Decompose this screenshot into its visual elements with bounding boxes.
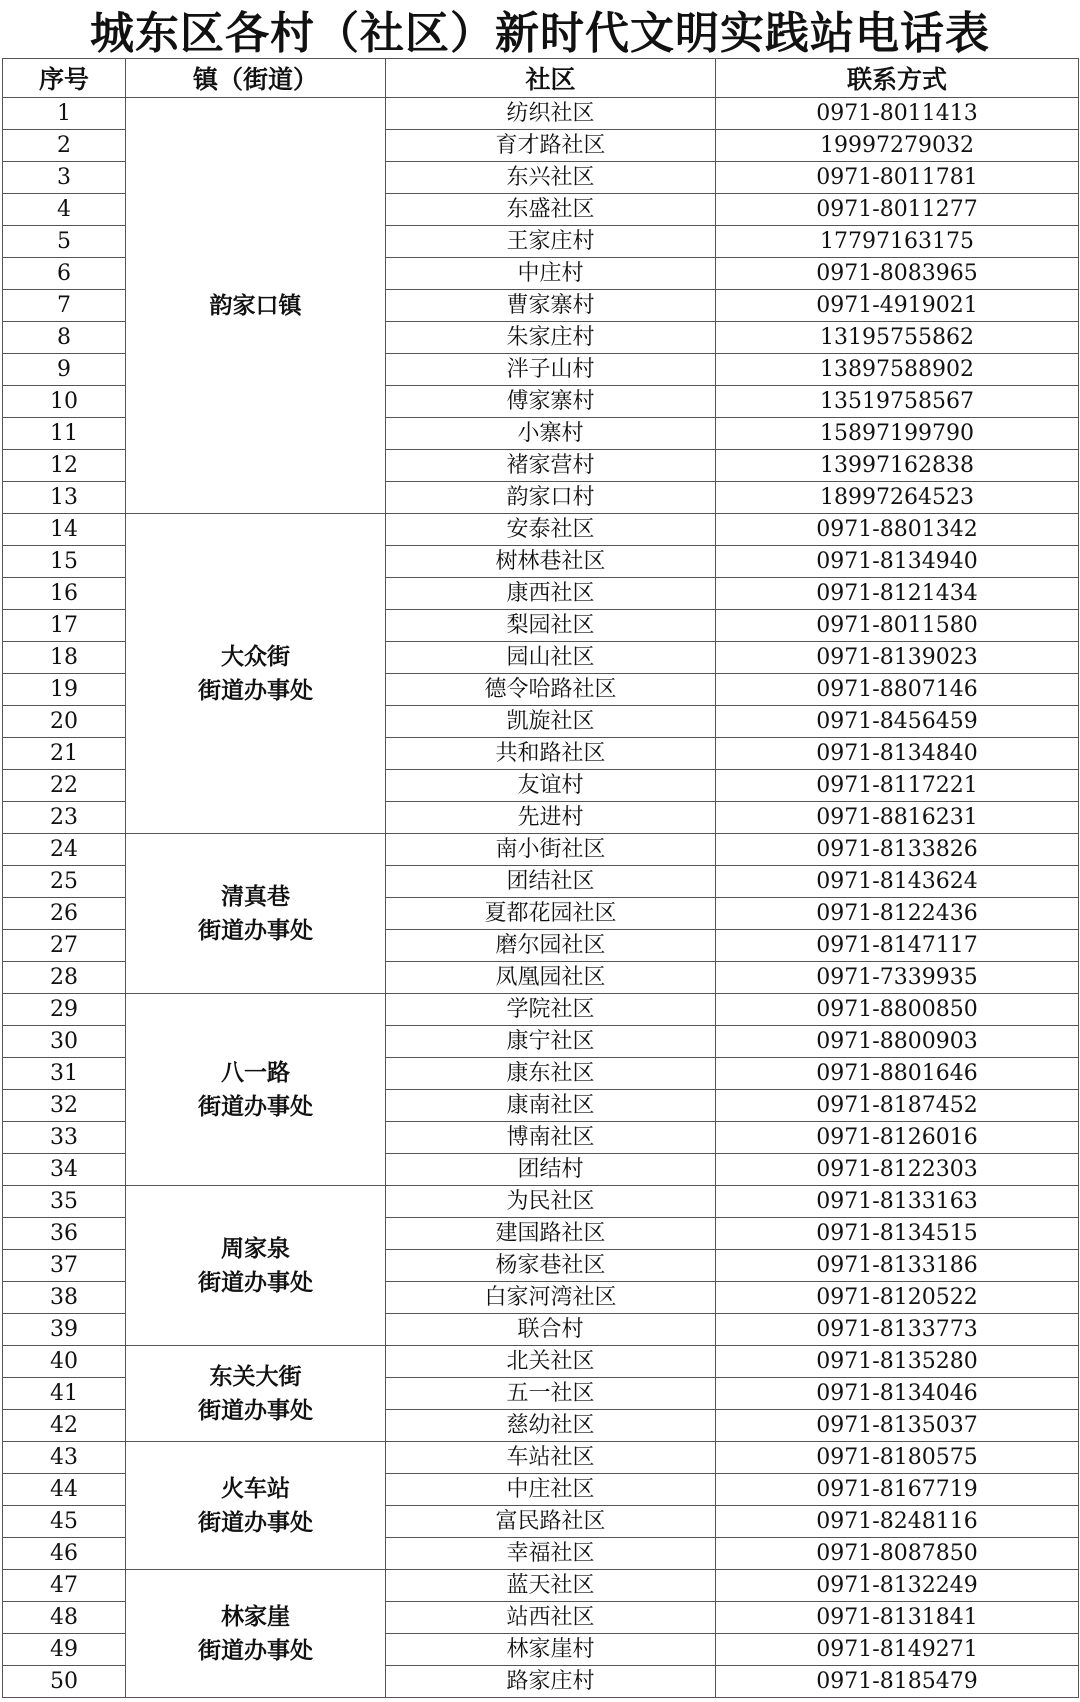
row-number: 22 [3, 770, 126, 802]
row-number: 48 [3, 1602, 126, 1634]
row-number: 18 [3, 642, 126, 674]
phone-number: 0971-8117221 [716, 770, 1079, 802]
phone-number: 0971-8801342 [716, 514, 1079, 546]
phone-number: 19997279032 [716, 130, 1079, 162]
phone-number: 0971-8011580 [716, 610, 1079, 642]
community-name: 联合村 [386, 1314, 716, 1346]
phone-number: 0971-8149271 [716, 1634, 1079, 1666]
row-number: 7 [3, 290, 126, 322]
table-row [3, 994, 1079, 1026]
community-name: 康宁社区 [386, 1026, 716, 1058]
phone-number: 0971-8120522 [716, 1282, 1079, 1314]
row-number: 14 [3, 514, 126, 546]
row-number: 11 [3, 418, 126, 450]
row-number: 26 [3, 898, 126, 930]
phone-number: 0971-8122303 [716, 1154, 1079, 1186]
phone-number: 0971-8134840 [716, 738, 1079, 770]
row-number: 16 [3, 578, 126, 610]
phone-number: 0971-8248116 [716, 1506, 1079, 1538]
row-number: 21 [3, 738, 126, 770]
community-name: 东盛社区 [386, 194, 716, 226]
community-name: 共和路社区 [386, 738, 716, 770]
phone-number: 0971-8139023 [716, 642, 1079, 674]
phone-number: 18997264523 [716, 482, 1079, 514]
community-name: 学院社区 [386, 994, 716, 1026]
table-row [3, 98, 1079, 130]
phone-number: 0971-8133163 [716, 1186, 1079, 1218]
phone-number: 0971-4919021 [716, 290, 1079, 322]
community-name: 车站社区 [386, 1442, 716, 1474]
community-name: 朱家庄村 [386, 322, 716, 354]
row-number: 13 [3, 482, 126, 514]
row-number: 17 [3, 610, 126, 642]
header-community: 社区 [386, 59, 716, 98]
community-name: 建国路社区 [386, 1218, 716, 1250]
phone-number: 0971-8126016 [716, 1122, 1079, 1154]
phone-number: 0971-8134046 [716, 1378, 1079, 1410]
row-number: 5 [3, 226, 126, 258]
community-name: 纺织社区 [386, 98, 716, 130]
community-name: 小寨村 [386, 418, 716, 450]
town-cell [126, 98, 386, 514]
phone-number: 0971-8143624 [716, 866, 1079, 898]
town-cell [126, 834, 386, 994]
phone-number: 0971-8087850 [716, 1538, 1079, 1570]
town-name-line: 街道办事处 [198, 1509, 313, 1536]
table-row [3, 1186, 1079, 1218]
table-row [3, 1346, 1079, 1378]
phone-number: 0971-8132249 [716, 1570, 1079, 1602]
row-number: 41 [3, 1378, 126, 1410]
row-number: 43 [3, 1442, 126, 1474]
community-name: 园山社区 [386, 642, 716, 674]
row-number: 35 [3, 1186, 126, 1218]
town-name-line: 韵家口镇 [209, 292, 302, 319]
community-name: 德令哈路社区 [386, 674, 716, 706]
row-number: 50 [3, 1666, 126, 1698]
community-name: 凤凰园社区 [386, 962, 716, 994]
row-number: 10 [3, 386, 126, 418]
row-number: 44 [3, 1474, 126, 1506]
town-name-line: 周家泉 [221, 1235, 290, 1262]
table-body [3, 98, 1079, 1698]
table-header [3, 59, 1079, 98]
town-cell [126, 514, 386, 834]
row-number: 29 [3, 994, 126, 1026]
row-number: 46 [3, 1538, 126, 1570]
town-name-line: 清真巷 [221, 883, 290, 910]
phone-number: 13897588902 [716, 354, 1079, 386]
row-number: 24 [3, 834, 126, 866]
community-name: 中庄社区 [386, 1474, 716, 1506]
row-number: 1 [3, 98, 126, 130]
community-name: 凯旋社区 [386, 706, 716, 738]
table-row [3, 1570, 1079, 1602]
row-number: 20 [3, 706, 126, 738]
row-number: 9 [3, 354, 126, 386]
row-number: 31 [3, 1058, 126, 1090]
phone-number: 0971-8147117 [716, 930, 1079, 962]
row-number: 39 [3, 1314, 126, 1346]
community-name: 友谊村 [386, 770, 716, 802]
row-number: 2 [3, 130, 126, 162]
row-number: 15 [3, 546, 126, 578]
row-number: 45 [3, 1506, 126, 1538]
header-row [3, 59, 1079, 98]
phone-number: 0971-8801646 [716, 1058, 1079, 1090]
town-name-line: 林家崖 [221, 1603, 290, 1630]
community-name: 树林巷社区 [386, 546, 716, 578]
town-cell [126, 994, 386, 1186]
town-name-line: 街道办事处 [198, 1397, 313, 1424]
row-number: 6 [3, 258, 126, 290]
town-name-line: 大众街 [221, 643, 290, 670]
community-name: 傅家寨村 [386, 386, 716, 418]
town-name-line: 街道办事处 [198, 1269, 313, 1296]
phone-number: 0971-8131841 [716, 1602, 1079, 1634]
phone-number: 0971-7339935 [716, 962, 1079, 994]
phone-number: 0971-8135280 [716, 1346, 1079, 1378]
community-name: 磨尔园社区 [386, 930, 716, 962]
community-name: 康东社区 [386, 1058, 716, 1090]
phone-number: 0971-8167719 [716, 1474, 1079, 1506]
row-number: 3 [3, 162, 126, 194]
table-row [3, 514, 1079, 546]
phone-number: 0971-8816231 [716, 802, 1079, 834]
row-number: 23 [3, 802, 126, 834]
community-name: 为民社区 [386, 1186, 716, 1218]
row-number: 12 [3, 450, 126, 482]
community-name: 慈幼社区 [386, 1410, 716, 1442]
row-number: 27 [3, 930, 126, 962]
row-number: 37 [3, 1250, 126, 1282]
community-name: 中庄村 [386, 258, 716, 290]
phone-number: 0971-8800903 [716, 1026, 1079, 1058]
community-name: 博南社区 [386, 1122, 716, 1154]
community-name: 杨家巷社区 [386, 1250, 716, 1282]
phone-number: 0971-8800850 [716, 994, 1079, 1026]
phone-number: 0971-8133186 [716, 1250, 1079, 1282]
phone-number: 0971-8122436 [716, 898, 1079, 930]
row-number: 33 [3, 1122, 126, 1154]
row-number: 4 [3, 194, 126, 226]
phone-number: 0971-8133773 [716, 1314, 1079, 1346]
community-name: 先进村 [386, 802, 716, 834]
town-name-line: 东关大街 [209, 1363, 302, 1390]
phone-number: 0971-8807146 [716, 674, 1079, 706]
table-row [3, 1442, 1079, 1474]
town-name-line: 街道办事处 [198, 917, 313, 944]
community-name: 白家河湾社区 [386, 1282, 716, 1314]
phone-number: 0971-8135037 [716, 1410, 1079, 1442]
phone-table [2, 58, 1079, 1698]
phone-number: 0971-8134940 [716, 546, 1079, 578]
community-name: 东兴社区 [386, 162, 716, 194]
phone-number: 17797163175 [716, 226, 1079, 258]
town-cell [126, 1186, 386, 1346]
row-number: 28 [3, 962, 126, 994]
town-cell [126, 1570, 386, 1698]
community-name: 泮子山村 [386, 354, 716, 386]
table-row [3, 834, 1079, 866]
phone-number: 0971-8011413 [716, 98, 1079, 130]
header-town: 镇（街道） [126, 59, 386, 98]
community-name: 王家庄村 [386, 226, 716, 258]
community-name: 夏都花园社区 [386, 898, 716, 930]
town-cell [126, 1346, 386, 1442]
phone-number: 0971-8083965 [716, 258, 1079, 290]
community-name: 育才路社区 [386, 130, 716, 162]
community-name: 南小街社区 [386, 834, 716, 866]
header-phone: 联系方式 [716, 59, 1079, 98]
row-number: 34 [3, 1154, 126, 1186]
phone-number: 0971-8133826 [716, 834, 1079, 866]
row-number: 42 [3, 1410, 126, 1442]
town-name-line: 街道办事处 [198, 1637, 313, 1664]
row-number: 47 [3, 1570, 126, 1602]
row-number: 40 [3, 1346, 126, 1378]
community-name: 五一社区 [386, 1378, 716, 1410]
community-name: 康西社区 [386, 578, 716, 610]
phone-number: 13195755862 [716, 322, 1079, 354]
row-number: 19 [3, 674, 126, 706]
community-name: 褚家营村 [386, 450, 716, 482]
row-number: 38 [3, 1282, 126, 1314]
phone-number: 13997162838 [716, 450, 1079, 482]
town-name-line: 街道办事处 [198, 677, 313, 704]
community-name: 北关社区 [386, 1346, 716, 1378]
community-name: 蓝天社区 [386, 1570, 716, 1602]
row-number: 25 [3, 866, 126, 898]
town-cell [126, 1442, 386, 1570]
community-name: 梨园社区 [386, 610, 716, 642]
community-name: 幸福社区 [386, 1538, 716, 1570]
town-name-line: 街道办事处 [198, 1093, 313, 1120]
community-name: 富民路社区 [386, 1506, 716, 1538]
phone-number: 0971-8011781 [716, 162, 1079, 194]
phone-number: 0971-8134515 [716, 1218, 1079, 1250]
phone-number: 0971-8456459 [716, 706, 1079, 738]
row-number: 30 [3, 1026, 126, 1058]
row-number: 49 [3, 1634, 126, 1666]
phone-number: 0971-8011277 [716, 194, 1079, 226]
community-name: 团结村 [386, 1154, 716, 1186]
community-name: 康南社区 [386, 1090, 716, 1122]
phone-number: 0971-8121434 [716, 578, 1079, 610]
header-no: 序号 [3, 59, 126, 98]
community-name: 曹家寨村 [386, 290, 716, 322]
town-name-line: 火车站 [221, 1475, 290, 1502]
phone-number: 0971-8185479 [716, 1666, 1079, 1698]
page-title: 城东区各村（社区）新时代文明实践站电话表 [90, 8, 990, 59]
row-number: 36 [3, 1218, 126, 1250]
community-name: 林家崖村 [386, 1634, 716, 1666]
phone-number: 0971-8180575 [716, 1442, 1079, 1474]
community-name: 安泰社区 [386, 514, 716, 546]
row-number: 32 [3, 1090, 126, 1122]
phone-number: 0971-8187452 [716, 1090, 1079, 1122]
town-name-line: 八一路 [221, 1059, 290, 1086]
community-name: 团结社区 [386, 866, 716, 898]
community-name: 韵家口村 [386, 482, 716, 514]
community-name: 站西社区 [386, 1602, 716, 1634]
phone-number: 15897199790 [716, 418, 1079, 450]
community-name: 路家庄村 [386, 1666, 716, 1698]
phone-number: 13519758567 [716, 386, 1079, 418]
row-number: 8 [3, 322, 126, 354]
